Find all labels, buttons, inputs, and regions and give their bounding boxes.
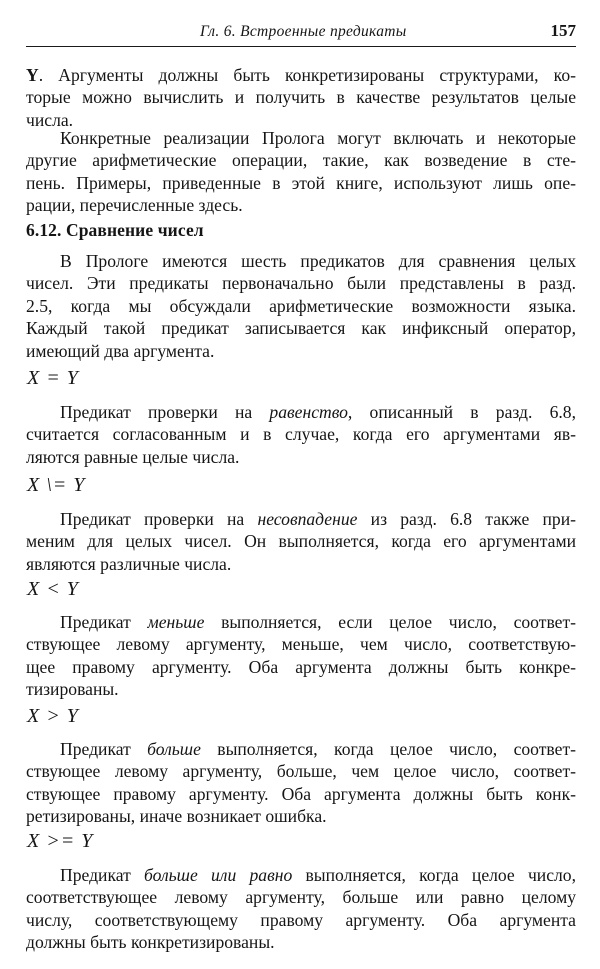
page-number: 157 [550, 21, 576, 40]
term-mismatch: несовпадение [257, 509, 358, 529]
variable-y: Y [26, 65, 39, 85]
term-greater-or-equal: больше или равно [144, 865, 293, 885]
term-less: меньше [147, 612, 205, 632]
formula-less-than: X < Y [27, 578, 79, 600]
predicate-less-than-description: Предикат меньше выполняется, если целое число, соответ- ствующее левому аргументу, меньше, чем число, соответствую- щее правому аргументу. Оба аргумента должны быть конкре- тизированы. [26, 612, 577, 700]
formula-greater-than: X > Y [27, 705, 79, 727]
formula-greater-or-equal: X >= Y [27, 830, 94, 852]
section-intro-paragraph: В Прологе имеются шесть предикатов для сравнения целых чисел. Эти предикаты первоначально были представлены в разд. 2.5, когда мы обсуждали арифметические возможности языка. Каждый такой предикат записывается как инфиксный оператор, имеющий два аргумента. [26, 251, 576, 361]
running-title: Гл. 6. Встроенные предикаты [200, 23, 407, 40]
predicate-not-equal-description: Предикат проверки на несовпадение из разд. 6.8 также при- меним для целых чисел. Он выполняется, когда его аргументами являются различные числа. [26, 509, 576, 574]
intro-paragraph-2: Конкретные реализации Пролога могут включать и некоторые другие арифметические операции, такие, как возведение в сте- пень. Примеры, приведенные в этой книге, используют лишь опе- рации, перечисленные здесь. [26, 128, 576, 216]
predicate-equal-description: Предикат проверки на равенство, описанный в разд. 6.8, считается согласованным и в случае, когда его аргументами яв- ляются равные целые числа. [26, 402, 576, 467]
formula-not-equal: X \= Y [27, 474, 86, 496]
section-heading: 6.12. Сравнение чисел [26, 220, 204, 240]
term-greater: больше [147, 739, 201, 759]
term-equality: равенство [269, 402, 348, 422]
intro-paragraph-1: Y. Аргументы должны быть конкретизированы структурами, ко- торые можно вычислить и получить в качестве результатов целые числа. [26, 65, 576, 130]
predicate-greater-than-description: Предикат больше выполняется, когда целое число, соответ- ствующее левому аргументу, больше, чем целое число, соответ- ствующее правому аргументу. Оба аргумента должны быть конк- ретизированы, иначе возникает ошибка. [26, 739, 576, 827]
predicate-greater-or-equal-description: Предикат больше или равно выполняется, когда целое число, соответствующее левому аргументу, больше или равно целому числу, соответствующему правому аргументу. Оба аргумента должны быть конкретизированы. [26, 865, 577, 953]
page-header [26, 20, 576, 47]
formula-equal: X = Y [27, 367, 79, 389]
